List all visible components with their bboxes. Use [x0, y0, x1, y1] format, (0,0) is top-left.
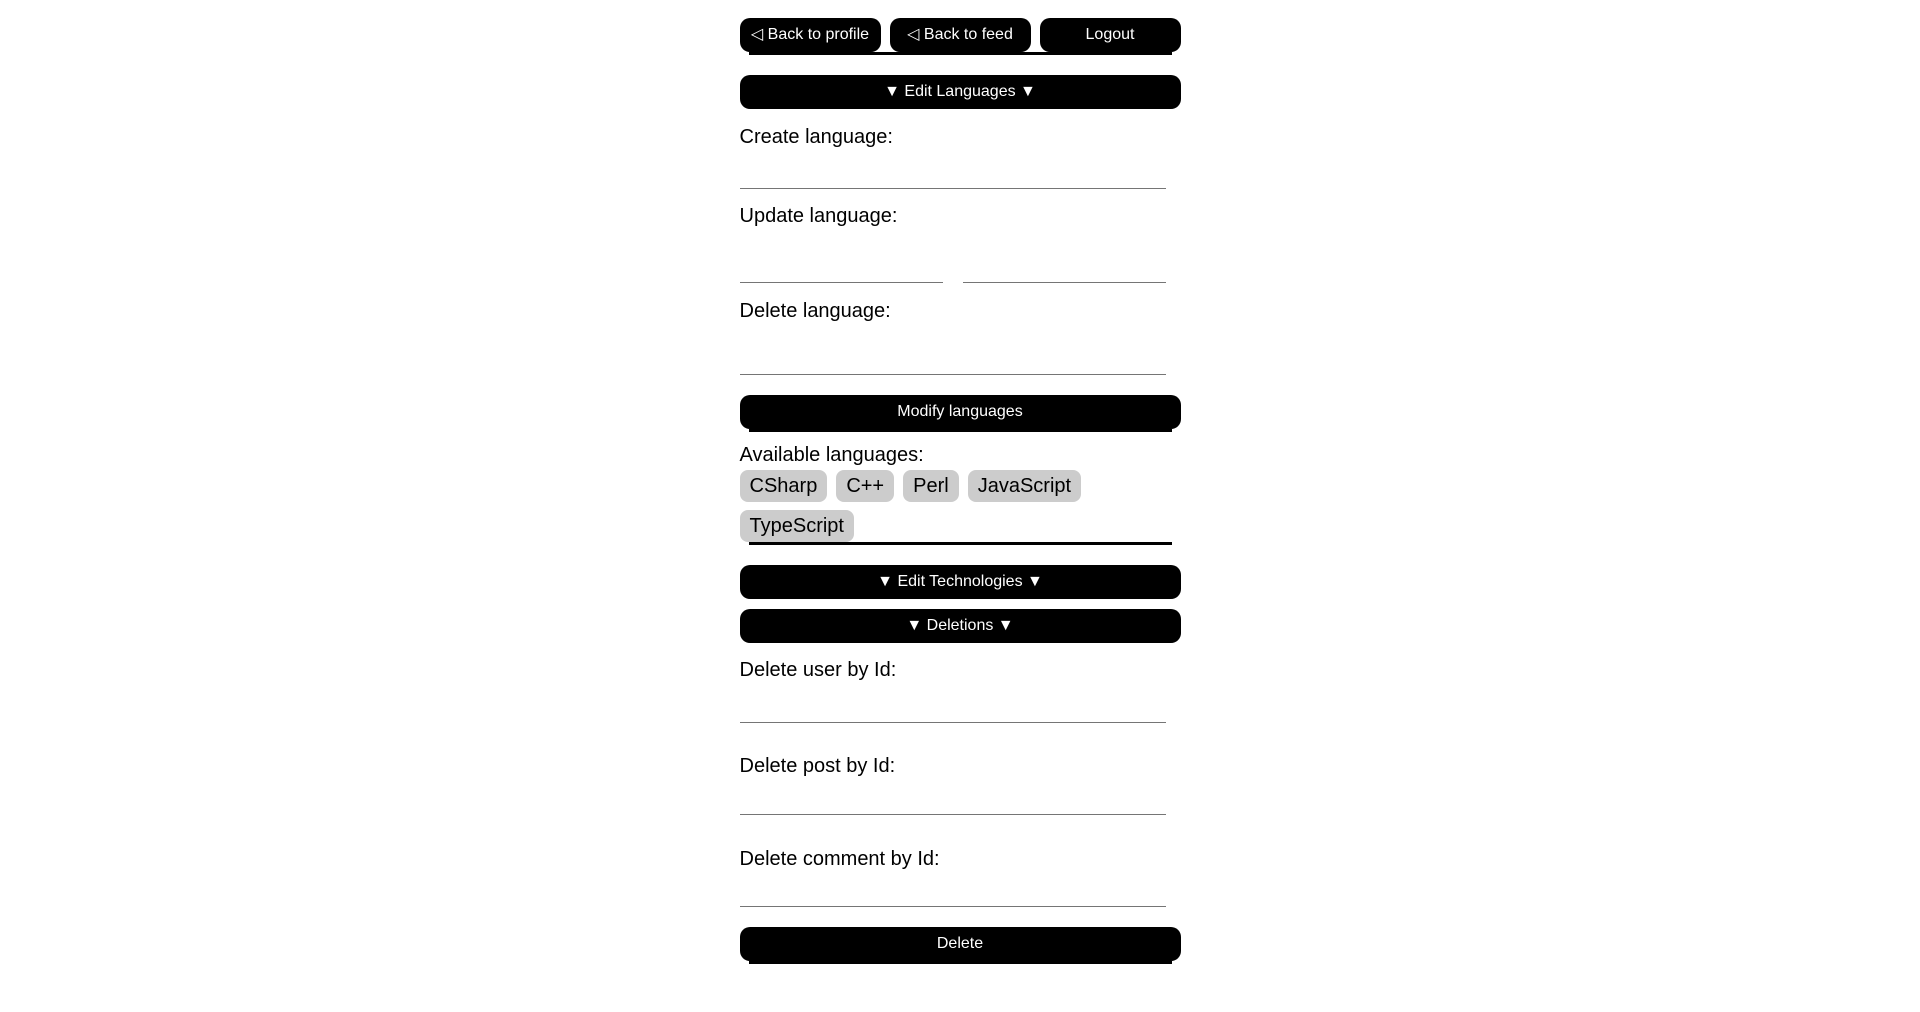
admin-panel	[740, 0, 1181, 981]
language-tag: CSharp	[740, 470, 828, 502]
delete-comment-label: Delete comment by Id:	[739, 848, 940, 870]
delete-post-input[interactable]	[740, 784, 1166, 815]
update-language-label: Update language:	[739, 205, 898, 227]
language-tags	[740, 470, 1181, 542]
delete-user-label: Delete user by Id:	[739, 659, 897, 681]
update-language-input-left[interactable]	[740, 252, 943, 283]
delete-language-label: Delete language:	[739, 300, 891, 322]
edit-languages-accordion[interactable]: ▼ Edit Languages ▼	[740, 75, 1181, 109]
back-to-profile-button[interactable]: ◁ Back to profile	[740, 18, 881, 52]
language-tag: Perl	[903, 470, 959, 502]
create-language-input[interactable]	[740, 158, 1166, 189]
divider	[749, 52, 1172, 55]
back-to-feed-button[interactable]: ◁ Back to feed	[890, 18, 1031, 52]
logout-button[interactable]: Logout	[1040, 18, 1181, 52]
update-language-input-right[interactable]	[963, 252, 1166, 283]
divider	[749, 429, 1172, 432]
deletions-section	[740, 659, 1181, 964]
delete-comment-input[interactable]	[740, 876, 1166, 907]
available-languages-label: Available languages:	[739, 444, 924, 466]
delete-post-label: Delete post by Id:	[739, 755, 896, 777]
update-language-row	[740, 252, 1166, 283]
delete-user-input[interactable]	[740, 692, 1166, 723]
modify-languages-button[interactable]: Modify languages	[740, 395, 1181, 429]
delete-language-input[interactable]	[740, 344, 1166, 375]
language-tag: C++	[836, 470, 894, 502]
language-tag: TypeScript	[740, 510, 854, 542]
deletions-accordion[interactable]: ▼ Deletions ▼	[740, 609, 1181, 643]
edit-technologies-accordion[interactable]: ▼ Edit Technologies ▼	[740, 565, 1181, 599]
edit-languages-section	[740, 126, 1181, 545]
divider	[749, 542, 1172, 545]
divider	[749, 961, 1172, 964]
delete-button[interactable]: Delete	[740, 927, 1181, 961]
top-nav	[740, 18, 1181, 52]
create-language-label: Create language:	[739, 126, 893, 148]
language-tag: JavaScript	[968, 470, 1081, 502]
